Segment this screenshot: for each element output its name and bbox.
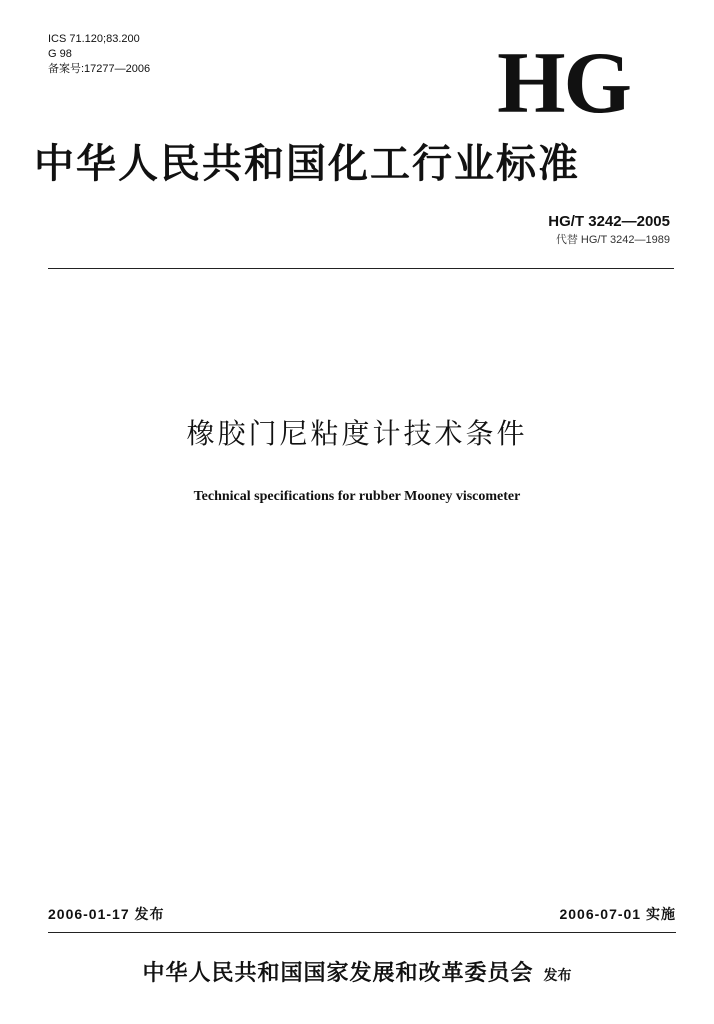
document-title-chinese: 橡胶门尼粘度计技术条件 — [186, 417, 528, 450]
industry-standard-title: 中华人民共和国化工行业标准 — [34, 140, 580, 187]
classification-block — [48, 32, 150, 77]
date-row — [48, 904, 676, 924]
publisher-name: 中华人民共和国国家发展和改革委员会 — [142, 960, 534, 986]
replaces-standard: 代替 HG/T 3242—1989 — [555, 234, 670, 246]
ics-code: ICS 71.120;83.200 — [48, 33, 140, 45]
publisher-line — [0, 958, 714, 991]
publish-label: 发布 — [543, 968, 572, 984]
classification-code: G 98 — [48, 48, 72, 60]
hg-logo: HG — [497, 35, 630, 132]
issue-date: 2006-01-17 发布 — [48, 906, 165, 922]
standard-code: HG/T 3242—2005 — [548, 213, 670, 230]
document-title-english: Technical specifications for rubber Mooney viscometer — [193, 489, 521, 504]
standard-number-block — [548, 212, 670, 248]
record-number: 备案号:17277—2006 — [48, 63, 151, 75]
bottom-divider — [48, 932, 676, 933]
top-divider — [48, 268, 674, 269]
effective-date: 2006-07-01 实施 — [559, 906, 676, 922]
